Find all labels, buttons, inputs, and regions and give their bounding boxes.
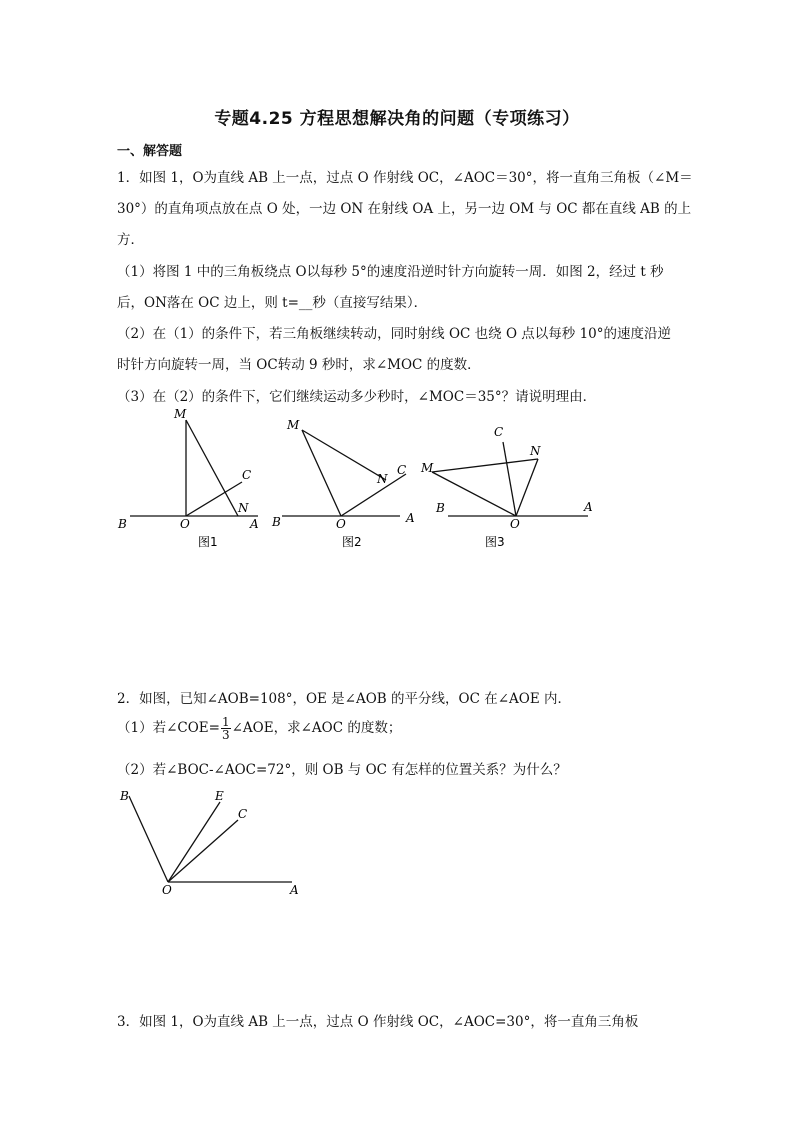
p2-label-C: C [238, 807, 248, 821]
fig1-label-N: N [238, 501, 249, 515]
p2-label-A: A [290, 883, 299, 897]
fig1-label-A: A [250, 517, 259, 531]
fig3-label-A: A [584, 500, 593, 514]
fraction-denominator: 3 [221, 728, 230, 742]
fraction-numerator: 1 [221, 715, 230, 729]
figure-3-caption: 图3 [485, 535, 505, 549]
fig3-label-O: O [510, 517, 520, 531]
fig3-label-B: B [436, 501, 445, 515]
problem1-line-4: （1）将图 1 中的三角板绕点 O以每秒 5°的速度沿逆时针方向旋转一周．如图 2，经过 t 秒 [117, 264, 664, 280]
fig2-label-C: C [397, 463, 407, 477]
problem2-line-2-pre: （1）若∠COE= [117, 720, 220, 736]
problem1-line-6: （2）在（1）的条件下，若三角板继续转动，同时射线 OC 也绕 O 点以每秒 10°的速度沿逆 [117, 326, 672, 342]
problem1-line-3: 方． [117, 232, 144, 248]
figure-1-caption: 图1 [198, 535, 218, 549]
fig3-label-N: N [530, 444, 541, 458]
p2-label-E: E [215, 789, 224, 803]
p2-label-B: B [120, 789, 129, 803]
fig1-label-B: B [118, 517, 127, 531]
problem1-line-1: 1．如图 1，O为直线 AB 上一点，过点 O 作射线 OC，∠AOC＝30°，将一直角三角板（∠M＝ [117, 170, 693, 186]
figure-2-caption: 图2 [342, 535, 362, 549]
section-heading: 一、解答题 [117, 144, 183, 159]
fig3-label-C: C [494, 425, 504, 439]
fig2-label-N: N [377, 472, 388, 486]
problem2-figure [110, 780, 320, 900]
problem1-line-8: （3）在（2）的条件下，它们继续运动多少秒时，∠MOC＝35°？请说明理由． [117, 389, 597, 405]
fig2-label-A: A [406, 511, 415, 525]
problem2-line-2 [117, 716, 401, 741]
figure-3 [432, 442, 588, 516]
problem1-line-2: 30°）的直角项点放在点 O 处，一边 ON 在射线 OA 上，另一边 OM 与 OC 都在直线 AB 的上 [117, 201, 692, 217]
problem2-line-1: 2．如图，已知∠AOB=108°，OE 是∠AOB 的平分线，OC 在∠AOE 内． [117, 691, 571, 707]
problem2-line-3: （2）若∠BOC-∠AOC=72°，则 OB 与 OC 有怎样的位置关系？为什么？ [117, 762, 567, 778]
fig1-label-C: C [242, 468, 252, 482]
p2-label-O: O [162, 883, 172, 897]
problem1-line-7: 时针方向旋转一周，当 OC转动 9 秒时，求∠MOC 的度数． [117, 357, 481, 373]
problem3-line-1: 3．如图 1，O为直线 AB 上一点，过点 O 作射线 OC，∠AOC=30°，将一直角三角板 [117, 1014, 639, 1030]
problem2-line-2-post: ∠AOE，求∠AOC 的度数； [231, 720, 402, 736]
fig2-label-B: B [272, 515, 281, 529]
fig1-label-O: O [180, 517, 190, 531]
fig2-label-O: O [336, 517, 346, 531]
fig3-label-M: M [421, 461, 434, 475]
fig1-label-M: M [174, 407, 187, 421]
page-title: 专题4.25 方程思想解决角的问题（专项练习） [214, 109, 580, 129]
problem1-line-5: 后，ON落在 OC 边上，则 t=__秒（直接写结果）． [117, 295, 428, 311]
fig2-label-M: M [287, 418, 300, 432]
problem1-figures [110, 400, 610, 560]
fraction-one-third [221, 716, 231, 741]
